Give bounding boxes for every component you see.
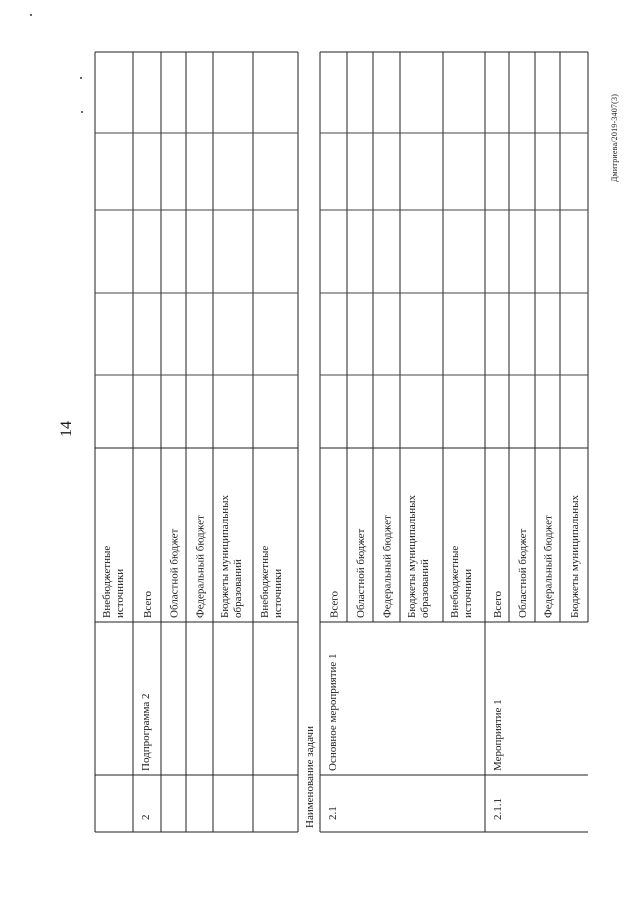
source-cell-line: Бюджеты муниципальных <box>569 494 581 618</box>
source-cell-line: источники <box>272 568 284 618</box>
source-cell <box>543 515 555 618</box>
source-cell <box>259 546 284 618</box>
item-number: 2.1 <box>327 806 339 820</box>
source-cell <box>406 494 431 618</box>
source-cell <box>382 515 394 618</box>
source-cell <box>449 546 474 618</box>
source-cell <box>219 494 244 618</box>
source-cell <box>492 591 504 618</box>
source-cell-line: источники <box>114 568 126 618</box>
document-footer-code: Дмитриева/2019-3407(3) <box>610 93 619 182</box>
table-grid <box>95 52 588 832</box>
source-cell-line: Внебюджетные <box>101 545 113 618</box>
source-cell-line: Областной бюджет <box>168 528 181 618</box>
source-cell-line: образований <box>232 559 244 618</box>
source-cell-line: Всего <box>142 591 154 618</box>
source-cell-line: Внебюджетные <box>259 545 271 618</box>
source-cell-line: Бюджеты муниципальных <box>219 494 231 618</box>
item-name: Мероприятие 1 <box>492 699 504 771</box>
item-number: 2 <box>140 814 152 820</box>
source-cell-line: источники <box>462 568 474 618</box>
source-cell-line: Федеральный бюджет <box>542 515 555 618</box>
source-cell-line: Областной бюджет <box>355 528 367 618</box>
source-cell <box>169 528 181 618</box>
source-cell-line: Федеральный бюджет <box>381 515 394 618</box>
source-cell <box>142 591 154 618</box>
source-cell-line: Областной бюджет <box>517 528 529 618</box>
source-cell-line: Всего <box>492 591 504 618</box>
source-cell <box>195 515 207 618</box>
source-cell <box>569 494 581 618</box>
source-cell-line: Федеральный бюджет <box>194 515 207 618</box>
source-cell-line: Всего <box>328 591 341 618</box>
item-name: Основное мероприятие 1 <box>327 653 339 771</box>
source-cell-line: образований <box>419 559 431 618</box>
page-number: 14 <box>58 421 75 437</box>
source-cell-line: Внебюджетные <box>449 545 461 618</box>
source-cell-line: Бюджеты муниципальных <box>406 494 418 618</box>
source-cell <box>101 546 126 618</box>
task-row-label: Наименование задачи <box>304 726 316 828</box>
source-cell <box>329 591 341 618</box>
item-number: 2.1.1 <box>492 798 504 820</box>
source-cell <box>517 528 529 618</box>
item-name: Подпрограмма 2 <box>140 693 152 771</box>
source-cell <box>355 528 367 618</box>
